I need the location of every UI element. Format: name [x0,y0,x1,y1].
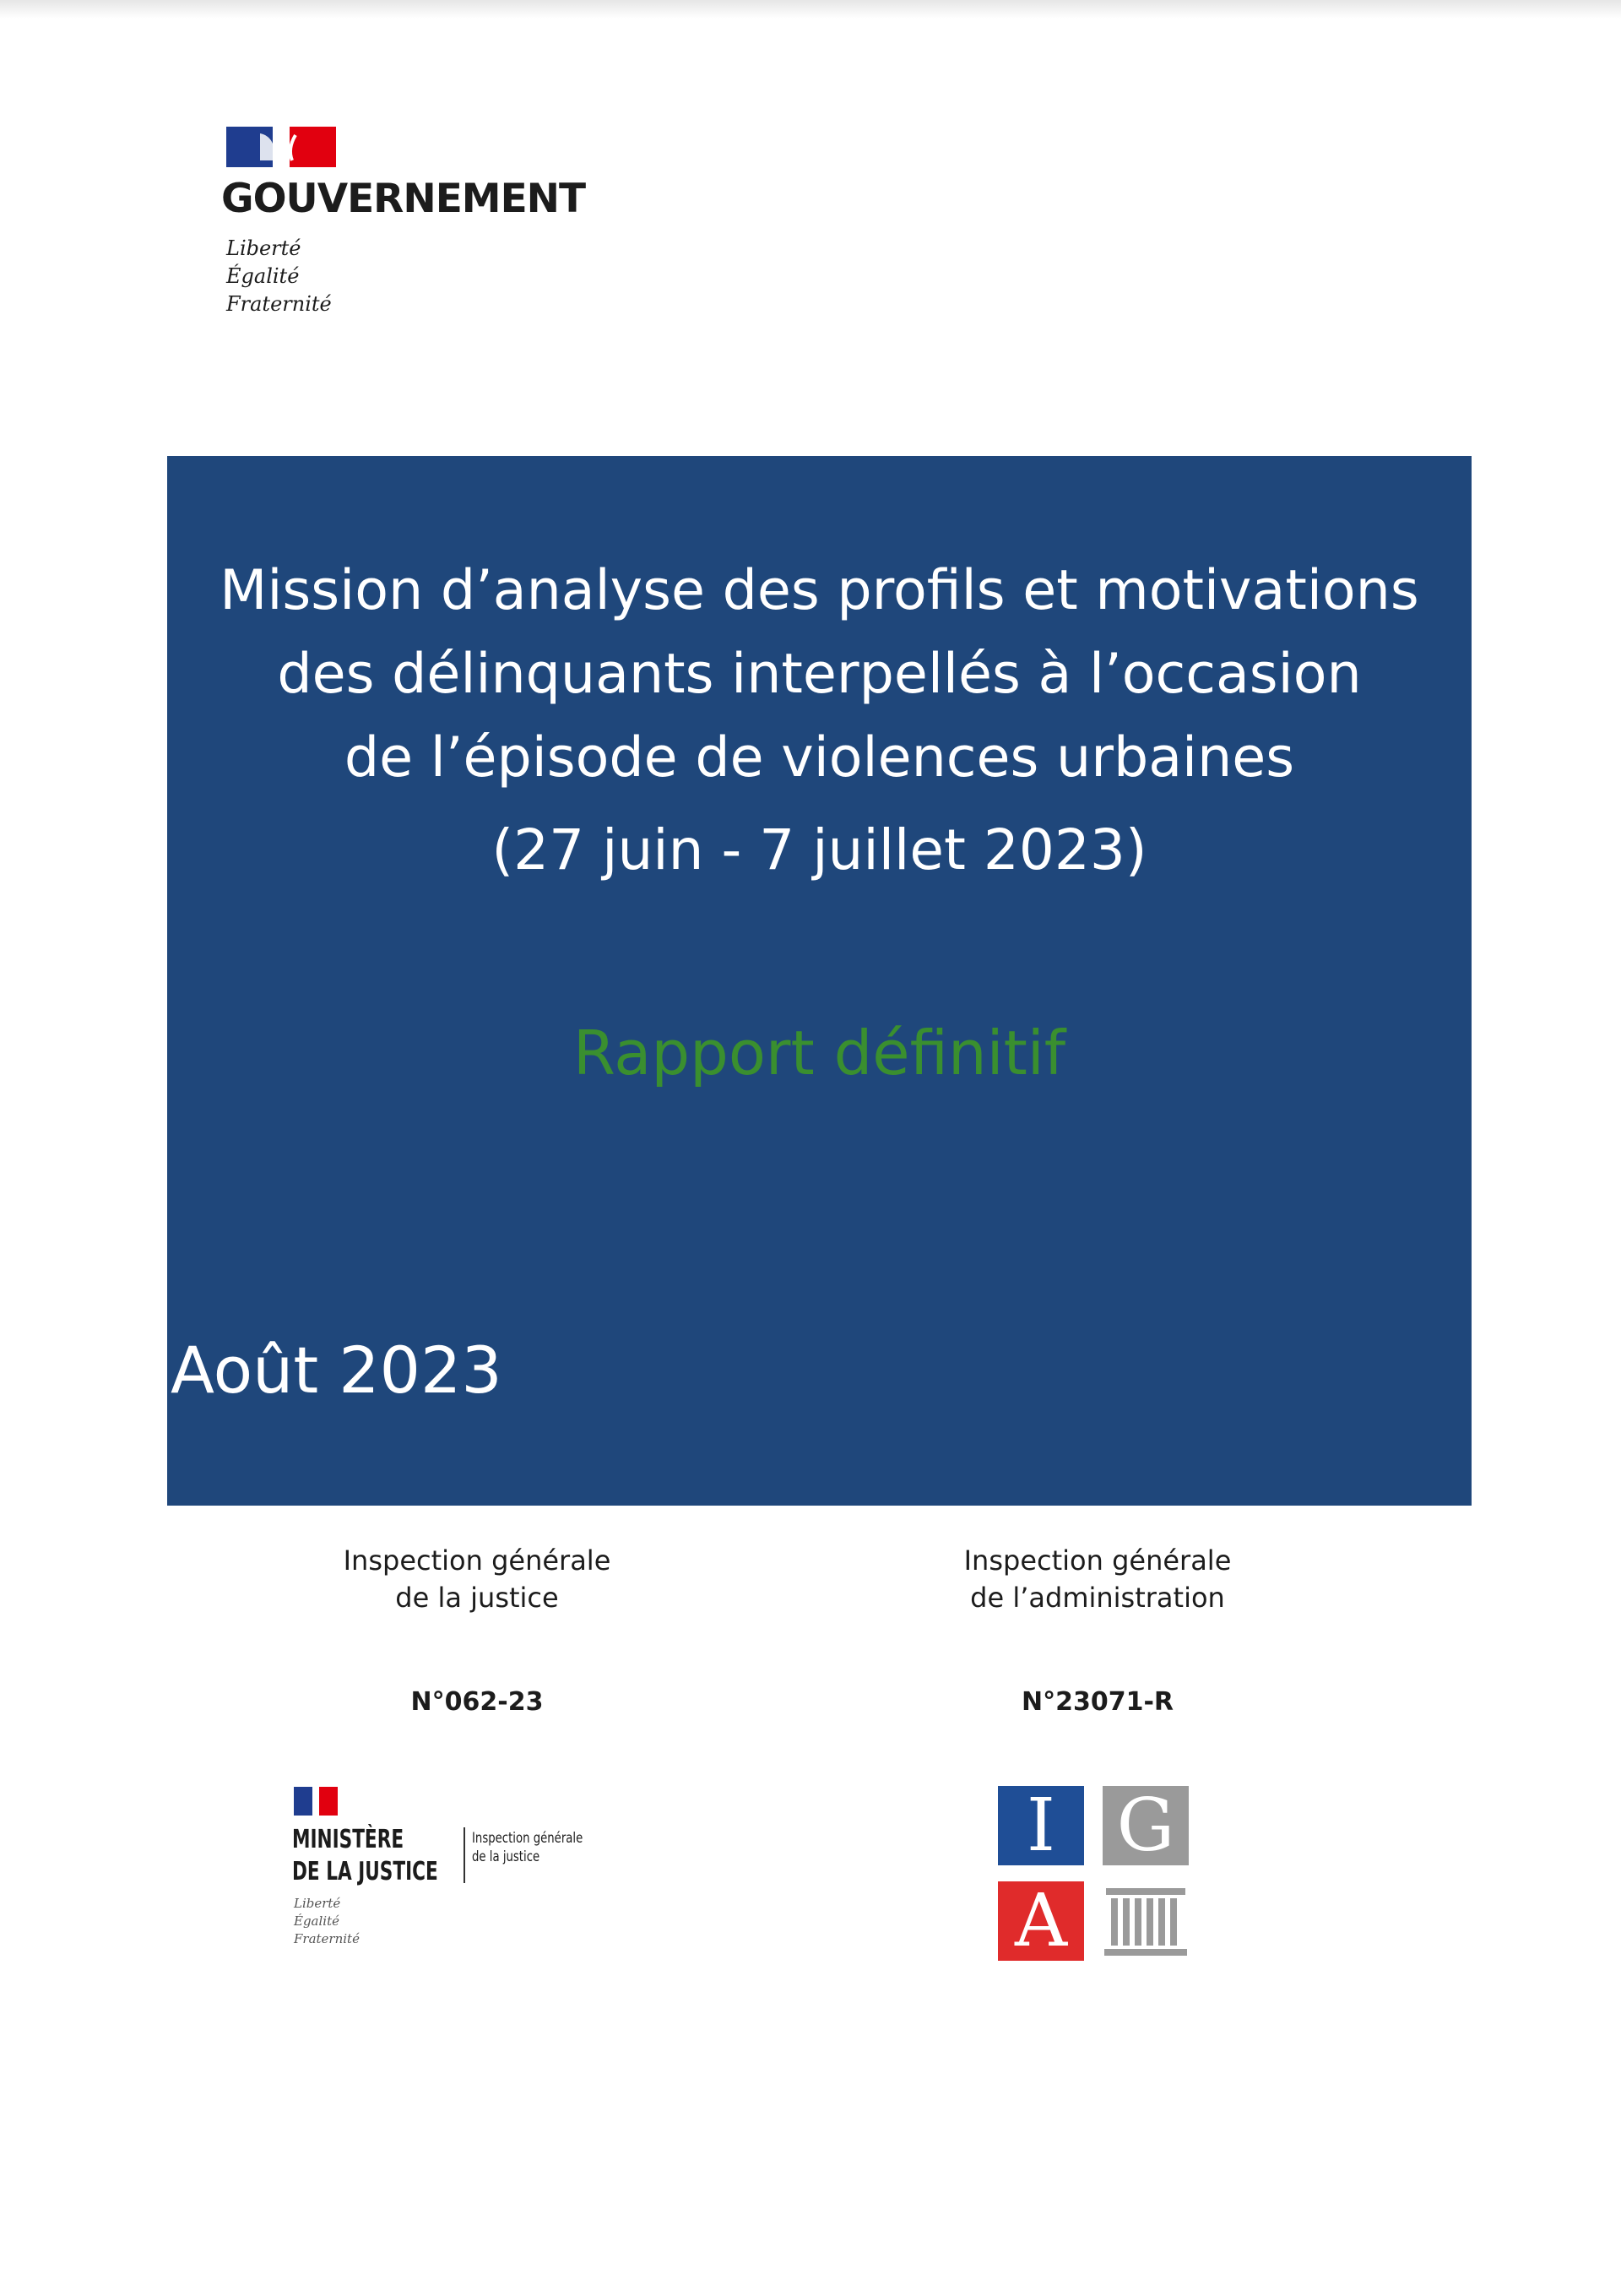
iga-letter: G [1116,1783,1175,1868]
justice-flag-icon [294,1787,338,1816]
justice-motto-line: Fraternité [294,1931,360,1946]
inspection-administration-name [878,1542,1317,1616]
report-title-line: des délinquants interpellés à l’occasion [277,643,1362,706]
justice-ministry-name [292,1824,438,1888]
inspection-name-line: de l’administration [970,1582,1225,1614]
iga-columns-icon [1103,1881,1189,1961]
report-period: (27 juin - 7 juillet 2023) [491,817,1147,882]
iga-logo-i-tile [998,1783,1084,1868]
report-title [167,549,1472,800]
inspection-name-line: Inspection générale [343,1544,611,1577]
justice-motto-line: Égalité [294,1913,339,1929]
report-title-line: Mission d’analyse des profils et motivations [220,559,1419,622]
iga-logo-a-tile [998,1881,1084,1961]
justice-logo-subtitle [472,1829,583,1866]
motto-liberte: Liberté [226,236,301,260]
justice-motto [294,1895,360,1948]
marianne-flag-icon [226,127,336,167]
reference-number-administration: N°23071-R [1021,1687,1174,1717]
motto-fraternite: Fraternité [226,292,332,316]
iga-letter: A [1014,1879,1068,1963]
justice-name-line: DE LA JUSTICE [292,1857,438,1886]
justice-motto-line: Liberté [294,1896,341,1911]
report-subtitle: Rapport définitif [572,1018,1066,1088]
justice-logo-divider [464,1827,465,1883]
motto-egalite: Égalité [226,264,300,288]
inspection-name-line: de la justice [395,1582,559,1614]
justice-sub-line: de la justice [472,1848,540,1865]
government-motto [226,235,332,318]
cover-band [167,456,1472,1506]
government-title: GOUVERNEMENT [221,176,586,222]
reference-number-justice: N°062-23 [410,1687,544,1717]
report-title-line: de l’épisode de violences urbaines [344,726,1295,790]
inspection-name-line: Inspection générale [963,1544,1232,1577]
iga-letter: I [1027,1783,1055,1868]
iga-logo-g-tile [1103,1783,1189,1868]
page-top-shadow [0,0,1621,19]
report-date: Août 2023 [171,1333,502,1408]
justice-sub-line: Inspection générale [472,1830,583,1847]
justice-name-line: MINISTÈRE [292,1825,404,1854]
inspection-justice-name [258,1542,697,1616]
